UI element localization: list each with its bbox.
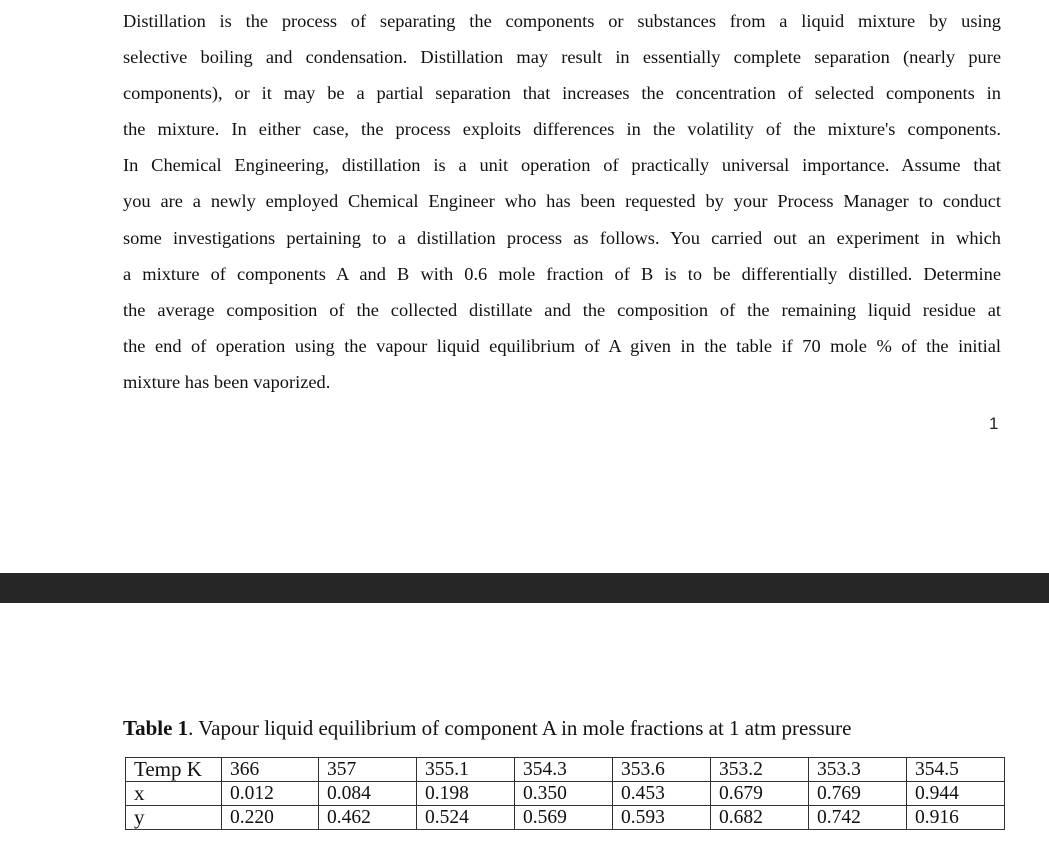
table-cell: 0.682 [711, 806, 809, 830]
table-cell: 0.742 [809, 806, 907, 830]
table-cell: 0.084 [319, 782, 417, 806]
table-cell: 0.462 [319, 806, 417, 830]
table-cell: 0.453 [613, 782, 711, 806]
table-cell: 0.220 [222, 806, 319, 830]
table-caption [123, 716, 852, 741]
paragraph-line: you are a newly employed Chemical Engineer who has been requested by your Process Manager to conduct [123, 191, 1001, 212]
paragraph-line: the average composition of the collected distillate and the composition of the remaining liquid residue at [123, 299, 1001, 320]
table-caption-text: . Vapour liquid equilibrium of component A in mole fractions at 1 atm pressure [188, 716, 852, 740]
row-header-temp: Temp K [126, 758, 222, 782]
page-number: 1 [989, 414, 999, 433]
paragraph-line: mixture has been vaporized. [123, 371, 331, 392]
table-row-x [126, 782, 1005, 806]
vle-table [125, 757, 1005, 830]
row-header-y: y [126, 806, 222, 830]
table-cell: 0.679 [711, 782, 809, 806]
table-cell: 0.350 [515, 782, 613, 806]
table-cell: 354.5 [907, 758, 1005, 782]
paragraph-line: Distillation is the process of separating the components or substances from a liquid mixture by using [123, 11, 1001, 31]
table-cell: 355.1 [417, 758, 515, 782]
table-cell: 0.524 [417, 806, 515, 830]
paragraph-line: some investigations pertaining to a distillation process as follows. You carried out an experiment in which [123, 227, 1001, 248]
table-cell: 353.2 [711, 758, 809, 782]
table-row-temperature [126, 758, 1005, 782]
table-cell: 366 [222, 758, 319, 782]
table-cell: 0.198 [417, 782, 515, 806]
paragraph-line: In Chemical Engineering, distillation is a unit operation of practically universal importance. Assume that [123, 155, 1001, 176]
paragraph-line: selective boiling and condensation. Distillation may result in essentially complete separation (nearly pure [123, 47, 1001, 68]
table-cell: 0.012 [222, 782, 319, 806]
table-cell: 353.3 [809, 758, 907, 782]
table-row-y [126, 806, 1005, 830]
table-caption-label: Table 1 [123, 716, 189, 740]
table-cell: 0.569 [515, 806, 613, 830]
paragraph-line: the mixture. In either case, the process exploits differences in the volatility of the mixture's components. [123, 119, 1001, 140]
table-cell: 353.6 [613, 758, 711, 782]
table-cell: 0.916 [907, 806, 1005, 830]
table-cell: 0.944 [907, 782, 1005, 806]
table-cell: 0.769 [809, 782, 907, 806]
table-cell: 0.593 [613, 806, 711, 830]
row-header-x: x [126, 782, 222, 806]
paragraph-line: the end of operation using the vapour liquid equilibrium of A given in the table if 70 mole % of the initial [123, 335, 1001, 356]
paragraph-line: a mixture of components A and B with 0.6 mole fraction of B is to be differentially distilled. Determine [123, 263, 1001, 284]
table-cell: 354.3 [515, 758, 613, 782]
page-break-bar [0, 573, 1049, 603]
problem-statement [123, 3, 1001, 400]
table-cell: 357 [319, 758, 417, 782]
paragraph-line: components), or it may be a partial separation that increases the concentration of selected components in [123, 83, 1001, 104]
